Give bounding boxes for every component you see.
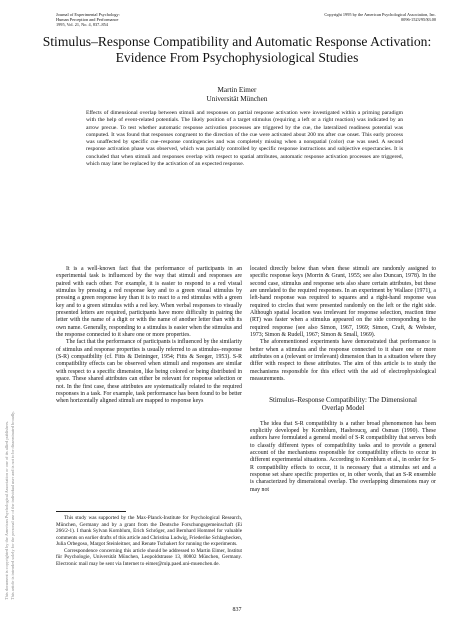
- journal-name: Journal of Experimental Psychology:: [56, 12, 120, 17]
- copyright-side-notice: [4, 180, 14, 600]
- footnote-acknowledgment: This study was supported by the Max-Planck-Institute for Psychological Research, München, Germany and by a grant from the Deutsche Forschungsgemeinschaft (Ei 266/2-1). I thank Sylvan Kornblum, Erich Schröger, and Bernhard Hommel for valuable comments on earlier drafts of this article and Christina Ludwig, Friederike Schlaghecken, Julia Orbegoso, Margot Steinleitner, and Renate Tschakert for running the experiments.: [56, 515, 242, 547]
- author-block: [0, 86, 474, 103]
- body-paragraph: The idea that S-R compatibility is a rather broad phenomenon has been explicitly developed by Kornblum, Hasbroucq, and Osman (1990). These authors have formulated a general model of S-R compatibility that serves both to classify different types of compatibility tasks and to provide a general account of the mechanisms responsible for compatibility effects to occur in different experimental situations. According to Kornblum et al., in order for S-R compatibility effects to occur, it is necessary that a stimulus set and a response set share specific properties or, in other words, that an S-R ensemble is characterized by dimensional overlap. The overlapping dimensions may or may not: [250, 420, 436, 493]
- right-column: [250, 266, 436, 494]
- left-column: [56, 266, 242, 406]
- body-paragraph: The fact that the performance of participants is influenced by the similarity of stimulus and response properties is usually referred to as stimulus–response (S-R) compatibility (cf. Fitts & Deininger, 1954; Fitts & Seeger, 1953). S-R compatibility effects can be observed when stimuli and responses are similar with respect to a specific dimension, like being colored or being distributed in space. These shared attributes can either be relevant for response selection or not. In the first case, these attributes are systematically related to the required responses in a task. For example, task performance has been found to be better when horizontally aligned stimuli are mapped to response keys: [56, 339, 242, 405]
- side-notice-line-2: This article is intended solely for the personal use of the individual user and is not to be disseminated broadly.: [10, 411, 15, 600]
- copyright-header: [266, 12, 436, 22]
- issn-line: 0096-1523/95/$3.00: [401, 17, 436, 23]
- side-notice-line-1: This document is copyrighted by the American Psychological Association or one of its allied publishers.: [4, 420, 9, 600]
- author-affiliation: Universität München: [206, 94, 268, 103]
- author-name: Martin Eimer: [217, 86, 257, 94]
- article-title: [30, 34, 444, 65]
- copyright-line: Copyright 1995 by the American Psychological Association, Inc.: [324, 12, 436, 17]
- journal-volume: 1995, Vol. 21, No. 4, 837–854: [56, 22, 108, 28]
- abstract: Effects of dimensional overlap between stimuli and responses on partial response activation were investigated within a priming paradigm with the help of event-related potentials. The likely position of a target stimulus (requiring a left or a right reaction) was indicated by an arrow precue. To test whether automatic response activation processes are triggered by the cue, the lateralized readiness potential was computed. It was found that responses congruent to the direction of the cue were activated about 200 ms after cue onset. This early process was unaffected by specific cue–response contingencies and was completely missing when a nonspatial (color) cue was used. A second response activation phase was observed, which was partially controlled by specific response instructions and subjective expectancies. It is concluded that when stimuli and responses overlap with respect to spatial attributes, automatic response activation processes are triggered, which may later be replaced by the activation of an expected response.: [86, 110, 403, 167]
- title-line-1: Stimulus–Response Compatibility and Automatic Response Activation:: [42, 34, 432, 49]
- section-heading: [250, 396, 436, 413]
- journal-header: [56, 12, 206, 28]
- body-paragraph: The aforementioned experiments have demonstrated that performance is better when a stimulus and the response connected to it share one or more attributes on a (relevant or irrelevant) dimension than in a situation where they differ with respect to these attributes. The aim of this article is to study the mechanisms responsible for this effect with the aid of electrophysiological measurements.: [250, 339, 436, 383]
- body-paragraph: It is a well-known fact that the performance of participants in an experimental task is influenced by the way that stimuli and responses are paired with each other. For example, it is easier to respond to a red visual stimulus by pressing a red response key and to a green visual stimulus by pressing a green response key than it is to react to a red stimulus with a green key and to a green stimulus with a red key. When verbal responses to visually presented letters are required, participants have more difficulty in pairing the letter with the name of a digit or with the name of another letter than with its own name. Generally, responding to a stimulus is easier when the stimulus and the response connected to it share one or more properties.: [56, 266, 242, 339]
- footnote-correspondence: Correspondence concerning this article should be addressed to Martin Eimer, Institut für Psychologie, Universität München, Leopoldstrasse 13, 80802 München, Germany. Electronic mail may be sent via Internet to eimer@mip.paed.uni-muenchen.de.: [56, 547, 242, 567]
- body-paragraph: located directly below than when these stimuli are randomly assigned to specific response keys (Morrin & Grant, 1955; see also Duncan, 1978). In the second case, stimulus and response sets also share certain attributes, but these are unrelated to the required responses. In an experiment by Wallace (1971), a left-hand response was required to squares and a right-hand response was required to circles that were presented randomly on the left or the right side. Although spatial location was irrelevant for response selection, reaction time (RT) was faster when a stimulus appeared on the side corresponding to the required response (see also Simon, 1967, 1969; Simon, Craft, & Webster, 1973; Simon & Rudell, 1967; Simon & Small, 1969).: [250, 266, 436, 339]
- footnote-rule: [56, 511, 126, 512]
- title-line-2: Evidence From Psychophysiological Studies: [115, 49, 359, 65]
- section-heading-line-2: Overlap Model: [321, 404, 365, 413]
- journal-subtitle: Human Perception and Performance: [56, 17, 119, 23]
- section-heading-line-1: Stimulus–Response Compatibility: The Dimensional: [269, 395, 417, 404]
- page-number: 837: [232, 607, 242, 613]
- footnote: [56, 515, 242, 567]
